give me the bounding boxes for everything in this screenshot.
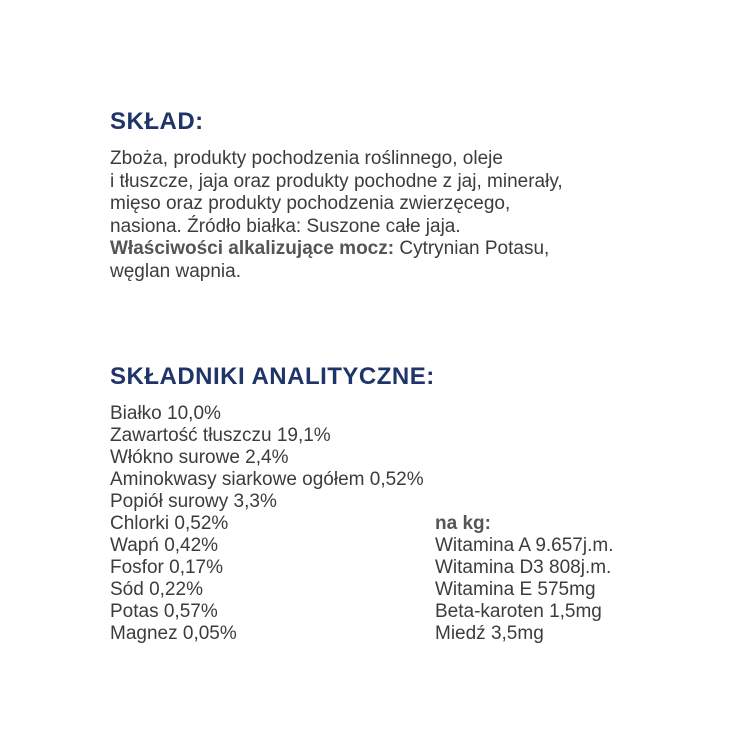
composition-text <box>110 148 730 283</box>
composition-line: i tłuszcze, jaja oraz produkty pochodne z jaj, minerały, <box>110 170 563 192</box>
composition-title: SKŁAD: <box>110 108 204 135</box>
vitamin-item: Miedź 3,5mg <box>435 623 544 644</box>
analytic-item: Magnez 0,05% <box>110 623 237 644</box>
per-kg-label: na kg: <box>435 513 491 534</box>
analytic-item: Włókno surowe 2,4% <box>110 447 289 468</box>
analytic-item: Białko 10,0% <box>110 403 221 424</box>
analytics-title: SKŁADNIKI ANALITYCZNE: <box>110 363 435 390</box>
analytic-item: Aminokwasy siarkowe ogółem 0,52% <box>110 469 424 490</box>
composition-line: Zboża, produkty pochodzenia roślinnego, oleje <box>110 148 503 169</box>
vitamin-item: Witamina D3 808j.m. <box>435 557 612 578</box>
analytic-item: Potas 0,57% <box>110 601 218 622</box>
composition-line: węglan wapnia. <box>110 260 241 282</box>
composition-line: nasiona. Źródło białka: Suszone całe jaja. <box>110 215 461 237</box>
analytics-left-column <box>110 403 424 645</box>
composition-line: mięso oraz produkty pochodzenia zwierzęcego, <box>110 193 511 214</box>
analytic-item: Popiół surowy 3,3% <box>110 491 277 512</box>
vitamin-item: Witamina A 9.657j.m. <box>435 535 614 556</box>
alkaline-value: Cytrynian Potasu, <box>394 238 550 259</box>
vitamin-item: Beta-karoten 1,5mg <box>435 601 602 622</box>
per-kg-column <box>435 513 613 645</box>
analytic-item: Sód 0,22% <box>110 579 203 600</box>
alkaline-label: Właściwości alkalizujące mocz: <box>110 238 395 259</box>
vitamin-item: Witamina E 575mg <box>435 579 596 600</box>
analytic-item: Zawartość tłuszczu 19,1% <box>110 425 331 446</box>
analytic-item: Chlorki 0,52% <box>110 513 229 534</box>
analytic-item: Fosfor 0,17% <box>110 557 223 578</box>
alkaline-line <box>110 238 730 261</box>
analytic-item: Wapń 0,42% <box>110 535 219 556</box>
